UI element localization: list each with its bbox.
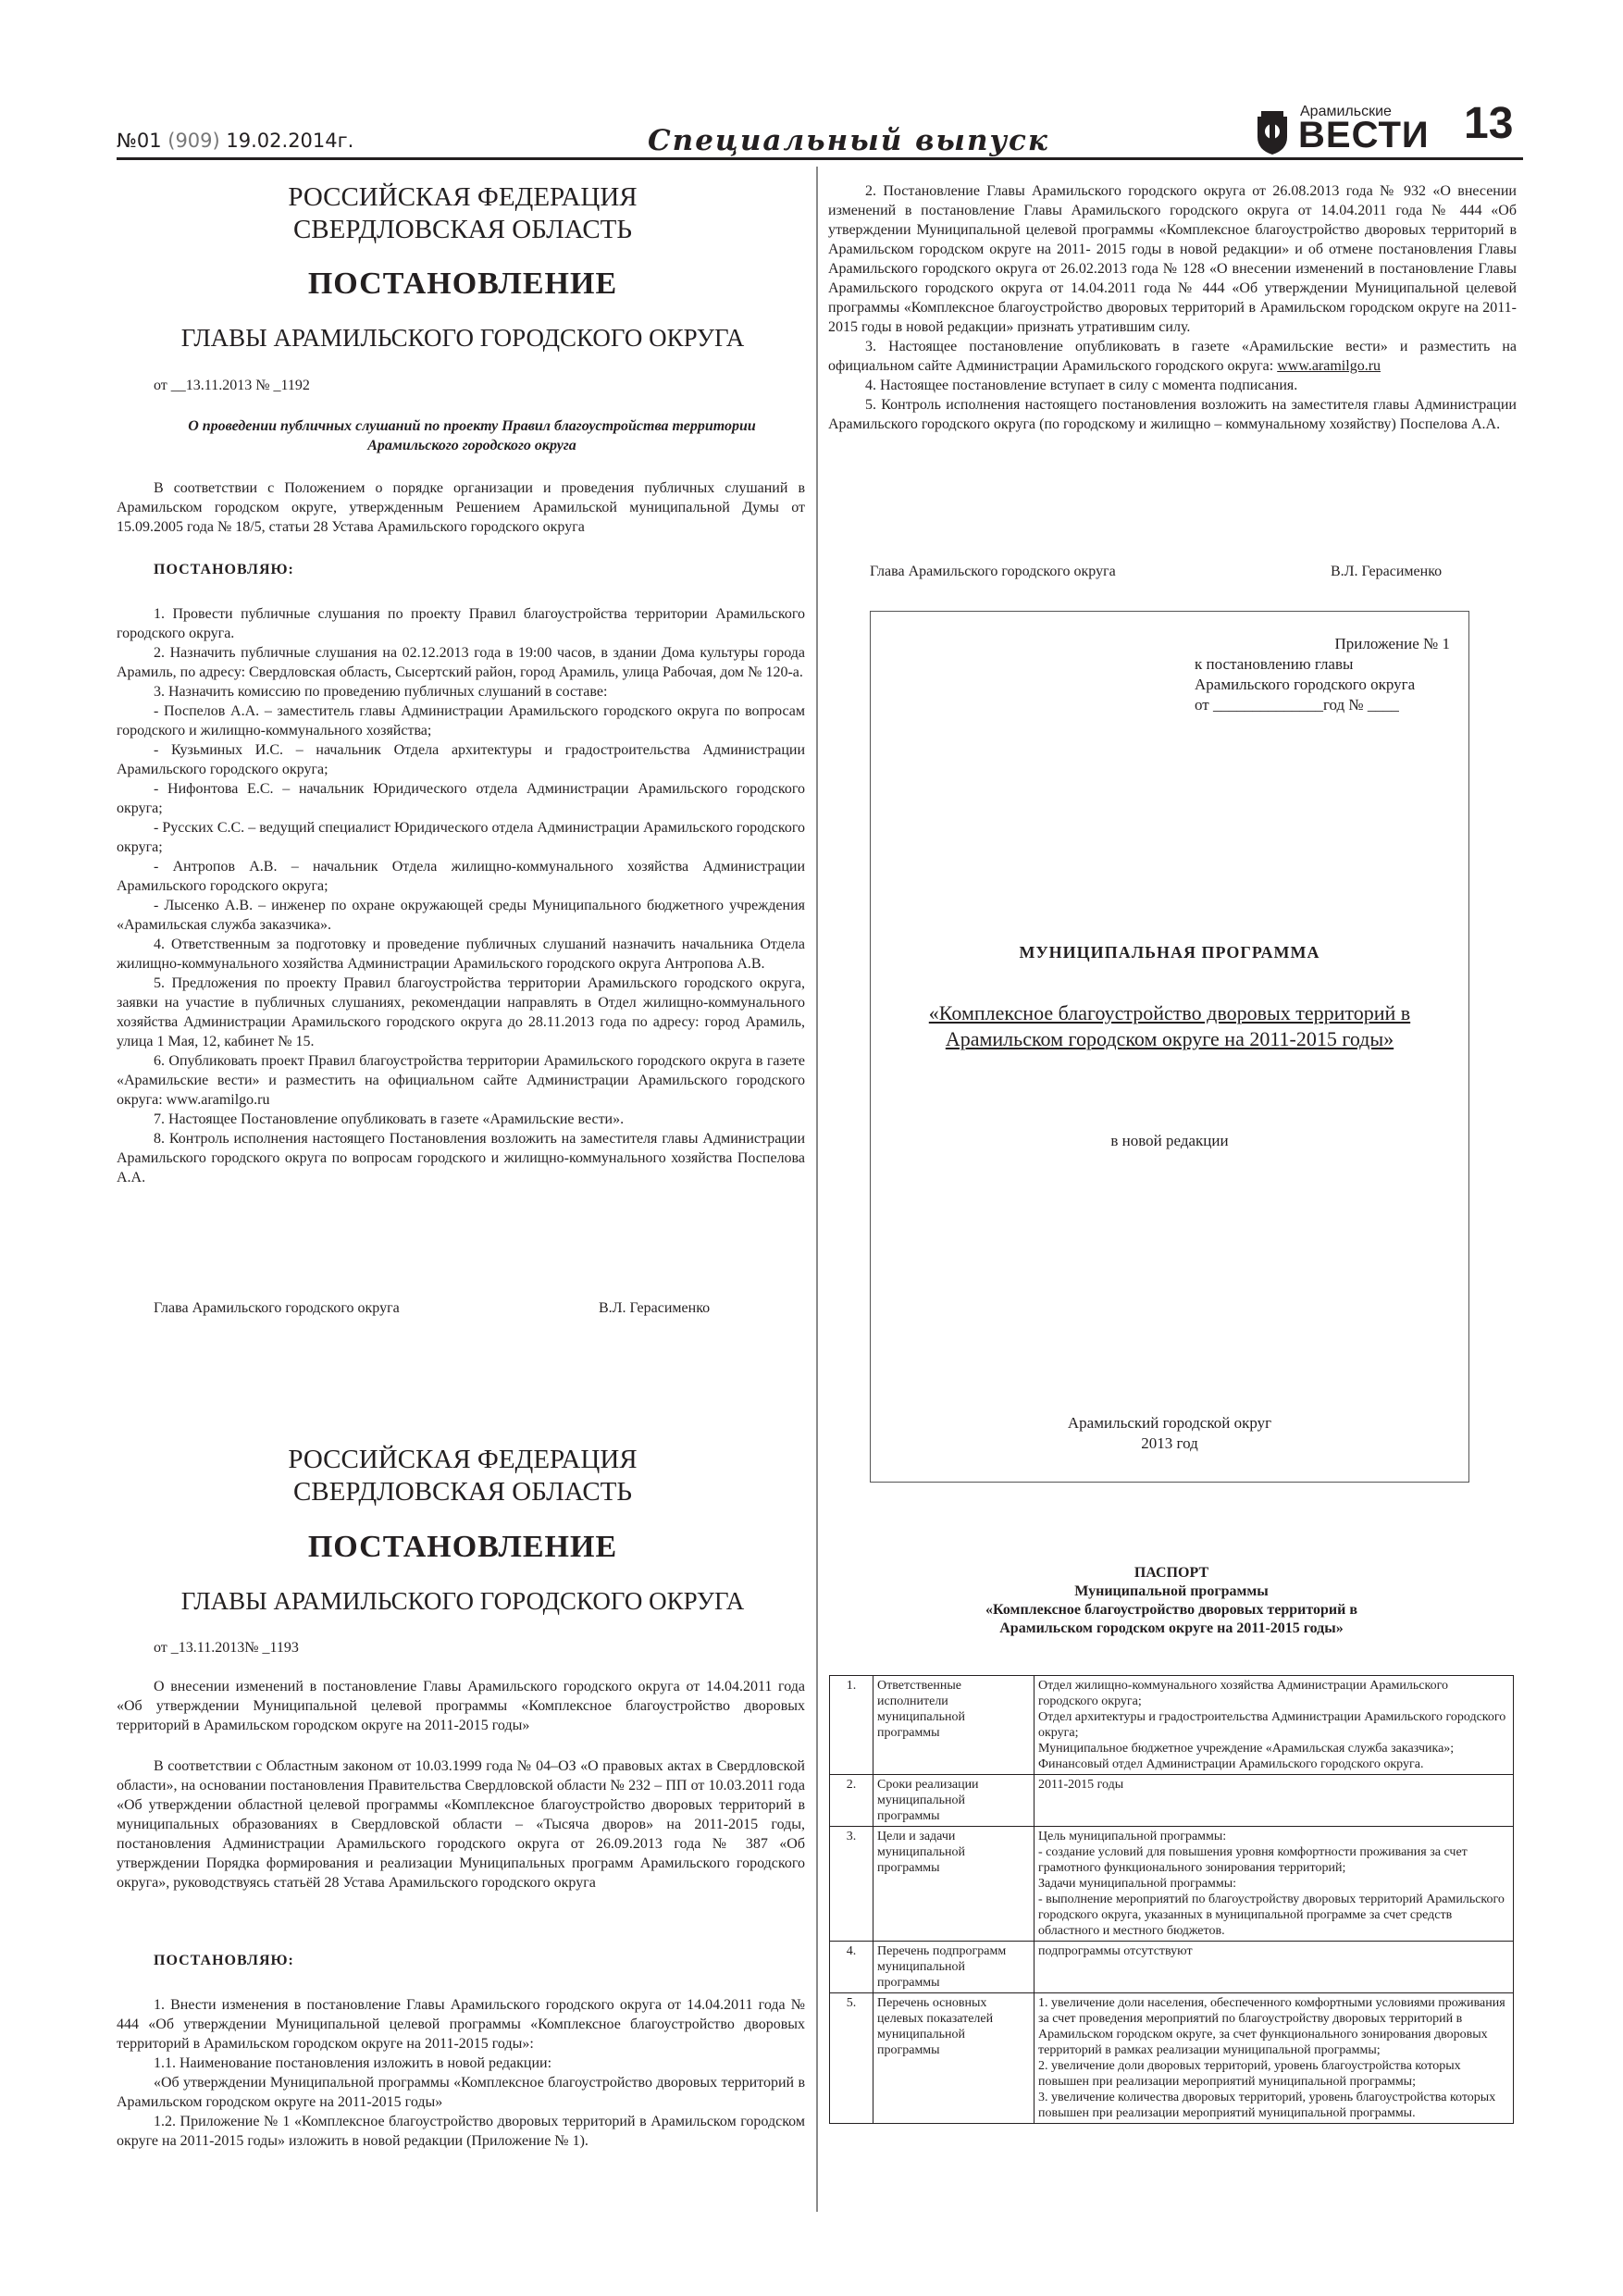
row-label: Перечень основных целевых показателей муниципальной программы [873,1993,1035,2124]
doc2-subject: О внесении изменений в постановление Главы Арамильского городского округа от 14.04.2011 года «Об утверждении Муниципальной целевой программы «Комплексное благоустройство дворовых территорий в Арамильском городском округе на 2011-2015 годы» [117,1679,805,1733]
doc1-subject: О проведении публичных слушаний по проекту Правил благоустройства территории Арамильского городского округа [188,418,756,453]
row-label: Сроки реализации муниципальной программы [873,1775,1035,1827]
site-link[interactable]: www.aramilgo.ru [1277,358,1381,374]
doc1-item: 1. Провести публичные слушания по проекту Правил благоустройства территории Арамильского городского округа. [117,606,805,641]
passport-name-line: «Комплексное благоустройство дворовых территорий в [985,1602,1357,1618]
row-value: 2011-2015 годы [1035,1775,1514,1827]
doc1-item: 4. Ответственным за подготовку и проведение публичных слушаний назначить начальника Отдела жилищно-коммунального хозяйства Администрации Арамильского городского округа Антропова А.В. [117,937,805,972]
appendix-footer-line: 2013 год [1141,1434,1198,1452]
appendix-line: Приложение № 1 [1334,635,1450,652]
appendix-line: к постановлению главы [1195,655,1354,673]
page-number: 13 [1464,99,1514,148]
doc1-item: 2. Назначить публичные слушания на 02.12.2013 года в 19:00 часов, в здании Дома культуры города Арамиль, по адресу: Свердловская область, Сысертский район, город Арамиль, улица Рабочая, дом № 120-а. [117,645,805,680]
doc1-preamble: В соответствии с Положением о порядке организации и проведения публичных слушаний в Арамильском городском округе, утвержденным Решением Арамильской муниципальной Думы от 15.09.2005 года № 18/5, статьи 28 Устава Арамильского городского округа [117,480,805,535]
program-title-line: Арамильском городском округе на 2011-2015 годы» [945,1027,1394,1050]
doc1-issuer: ГЛАВЫ АРАМИЛЬСКОГО ГОРОДСКОГО ОКРУГА [180,324,745,352]
row-label: Ответственные исполнители муниципальной программы [873,1676,1035,1775]
doc2-item: 1.2. Приложение № 1 «Комплексное благоустройство дворовых территорий в Арамильском городском округе на 2011-2015 годы» изложить в новой редакции (Приложение № 1). [117,2114,805,2149]
logo-title: ВЕСТИ [1298,115,1430,155]
table-row [830,1676,1514,1775]
logo-subtitle: Арамильские [1300,104,1392,119]
passport-heading [829,1564,1514,1638]
doc2-item [828,337,1517,376]
doc2-item-text: 3. Настоящее постановление опубликовать в газете «Арамильские вести» и разместить на официальном сайте Администрации Арамильского городского округа: [828,339,1517,374]
passport-subtitle: Муниципальной программы [1074,1583,1269,1599]
passport-title: ПАСПОРТ [1134,1565,1209,1581]
issue-number: №01 [117,130,162,152]
issue-date: 19.02.2014г. [226,130,354,152]
program-label: МУНИЦИПАЛЬНАЯ ПРОГРАММА [1019,943,1320,962]
row-num: 3. [830,1827,873,1942]
appendix-header [1195,634,1450,715]
doc1-items [117,604,805,1187]
row-value: Отдел жилищно-коммунального хозяйства Администрации Арамильского городского округа; Отдел архитектуры и градостроительства Администрации Арамильского городского округа; Муниципальное бюджетное учреждение «Арамильская служба заказчика»; Финансовый отдел Администрации Арамильского городского округа. [1035,1676,1514,1775]
row-value: подпрограммы отсутствуют [1035,1942,1514,1993]
doc2-date: от _13.11.2013№ _1193 [154,1640,299,1656]
doc1-item: - Русских С.С. – ведущий специалист Юридического отдела Администрации Арамильского городского округа; [117,820,805,855]
doc2-item: 4. Настоящее постановление вступает в силу с момента подписания. [865,378,1298,393]
doc1-item: - Поспелов А.А. – заместитель главы Администрации Арамильского городского округа по вопросам городского и жилищно-коммунального хозяйства; [117,703,805,738]
table-row [830,1827,1514,1942]
doc1-item: 8. Контроль исполнения настоящего Постановления возложить на заместителя главы Администрации Арамильского городского округа по вопросам городского и жилищно-коммунального хозяйства Поспелова А.А. [117,1131,805,1185]
doc1-item: 3. Назначить комиссию по проведению публичных слушаний в составе: [154,684,608,700]
doc1-item: 6. Опубликовать проект Правил благоустройства территории Арамильского городского округа в газете «Арамильские вести» и разместить на официальном сайте Администрации Арамильского городского округа: www.aramilgo.ru [117,1053,805,1108]
doc2-type: ПОСТАНОВЛЕНИЕ [307,1530,618,1564]
doc2-sign-title: Глава Арамильского городского округа [870,564,1116,579]
doc2-issuer: ГЛАВЫ АРАМИЛЬСКОГО ГОРОДСКОГО ОКРУГА [180,1587,745,1615]
program-title [871,1000,1468,1052]
row-num: 4. [830,1942,873,1993]
doc1-decree: ПОСТАНОВЛЯЮ: [154,562,294,577]
page-header [0,0,1623,167]
header-rule [117,157,1523,160]
passport-table-wrap [829,1675,1514,2124]
table-row [830,1775,1514,1827]
doc1-item: - Лысенко А.В. – инженер по охране окружающей среды Муниципального бюджетного учреждения «Арамильская служба заказчика». [117,898,805,933]
column-divider [816,167,818,2212]
row-label: Перечень подпрограмм муниципальной программы [873,1942,1035,1993]
doc1-item: - Нифонтова Е.С. – начальник Юридического отдела Администрации Арамильского городского округа; [117,781,805,816]
row-value: 1. увеличение доли населения, обеспеченного комфортными условиями проживания за счет проведения мероприятий по благоустройству дворовых территорий в Арамильском городском округе, за счет функционального зонирования дворовых территорий в рамках реализации муниципальной программы; 2. увеличение доли дворовых территорий, уровень благоустройства которых повышен при реализации мероприятий муниципальной программы; 3. увеличение количества дворовых территорий, уровень благоустройства которых повышен при реализации мероприятий муниципальной программы. [1035,1993,1514,2124]
doc2-item: «Об утверждении Муниципальной программы «Комплексное благоустройство дворовых территорий в Арамильском городском округе на 2011-2015 годы» [117,2075,805,2110]
issue-total: (909) [167,130,220,152]
doc1-region: СВЕРДЛОВСКАЯ ОБЛАСТЬ [292,215,633,244]
doc1-sign-name: В.Л. Герасименко [599,1300,711,1316]
doc2-items-cont [828,181,1517,434]
newspaper-logo [1254,104,1430,157]
doc2-items [117,1995,805,2151]
row-num: 5. [830,1993,873,2124]
doc2-preamble: В соответствии с Областным законом от 10.03.1999 года № 04–ОЗ «О правовых актах в Свердловской области», на основании постановления Правительства Свердловской области № 232 – ПП от 10.03.2011 года «Об утверждении областной целевой программы «Комплексное благоустройство дворовых территорий в муниципальных образованиях в Свердловской области – «Тысяча дворов» на 2011-2015 годы, постановления Администрации Арамильского городского округа от 26.09.2013 года № 387 «Об утверждении Порядка формирования и реализации Муниципальных программ Арамильского городского округа», руководствуясь статьёй 28 Устава Арамильского городского округа [117,1758,805,1891]
appendix-footer-line: Арамильский городской округ [1067,1414,1272,1432]
doc2-country: РОССИЙСКАЯ ФЕДЕРАЦИЯ [288,1445,638,1474]
appendix-line: Арамильского городского округа [1195,676,1416,693]
doc2-item: 1.1. Наименование постановления изложить в новой редакции: [154,2055,552,2071]
passport-table [829,1675,1514,2124]
passport-name-line: Арамильском городском округе на 2011-2015 годы» [999,1620,1344,1636]
doc2-sign-name: В.Л. Герасименко [1331,564,1443,579]
doc2-decree: ПОСТАНОВЛЯЮ: [154,1953,294,1968]
table-row [830,1942,1514,1993]
doc1-item: - Антропов А.В. – начальник Отдела жилищно-коммунального хозяйства Администрации Арамильского городского округа; [117,859,805,894]
doc1-item: - Кузьминых И.С. – начальник Отдела архитектуры и градостроительства Администрации Арамильского городского округа; [117,742,805,777]
edition-note: в новой редакции [1110,1132,1229,1149]
appendix-cover [870,611,1469,1483]
doc2-item: 1. Внести изменения в постановление Главы Арамильского городского округа от 14.04.2011 года № 444 «Об утверждении Муниципальной целевой программы «Комплексное благоустройство дворовых территорий в Арамильском городском округе на 2011-2015 годы»: [117,1997,805,2052]
appendix-footer [871,1413,1468,1454]
doc1-item: 7. Настоящее Постановление опубликовать в газете «Арамильские вести». [154,1111,625,1127]
doc2-region: СВЕРДЛОВСКАЯ ОБЛАСТЬ [292,1477,633,1507]
crest-icon [1254,109,1291,155]
appendix-line: от ______________год № ____ [1195,696,1399,714]
row-value: Цель муниципальной программы: - создание условий для повышения уровня комфортности проживания за счет грамотного функционального зонирования территорий; Задачи муниципальной программы: - выполнение мероприятий по благоустройству дворовых территорий Арамильского городского округа, указанных в муниципальной программе за счет средств областного и местного бюджетов. [1035,1827,1514,1942]
doc1-type: ПОСТАНОВЛЕНИЕ [307,267,618,301]
doc2-item: 5. Контроль исполнения настоящего постановления возложить на заместителя главы Администрации Арамильского городского округа (по городскому и жилищно – коммунальному хозяйству) Поспелова А.А. [828,397,1517,432]
row-num: 1. [830,1676,873,1775]
doc1-country: РОССИЙСКАЯ ФЕДЕРАЦИЯ [288,182,638,212]
issue-info [117,130,353,152]
row-num: 2. [830,1775,873,1827]
edition-title: Специальный выпуск [648,124,1049,157]
doc2-item: 2. Постановление Главы Арамильского городского округа от 26.08.2013 года № 932 «О внесении изменений в постановление Главы Арамильского городского округа от 14.04.2011 года № 444 «Об утверждении Муниципальной целевой программы «Комплексное благоустройство дворовых территорий в Арамильском городском округе на 2011- 2015 годы в новой редакции» и об отмене постановления Главы Арамильского городского округа от 26.02.2013 года № 128 «О внесении изменений в постановление Главы Арамильского городского округа от 14.04.2011 года № 444 «Об утверждении Муниципальной целевой программы «Комплексное благоустройство дворовых территорий в Арамильском городском округе на 2011- 2015 годы в новой редакции» признать утратившим силу. [828,183,1517,335]
row-label: Цели и задачи муниципальной программы [873,1827,1035,1942]
doc1-date: от __13.11.2013 № _1192 [154,378,310,393]
doc1-item: 5. Предложения по проекту Правил благоустройства территории Арамильского городского округа, заявки на участие в публичных слушаниях, рекомендации направлять в Отдел жилищно-коммунального хозяйства Администрации Арамильского городского округа до 28.11.2013 года по адресу: город Арамиль, улица 1 Мая, 12, кабинет № 15. [117,975,805,1049]
doc1-sign-title: Глава Арамильского городского округа [154,1300,400,1316]
program-title-line: «Комплексное благоустройство дворовых территорий в [928,1001,1411,1024]
table-row [830,1993,1514,2124]
